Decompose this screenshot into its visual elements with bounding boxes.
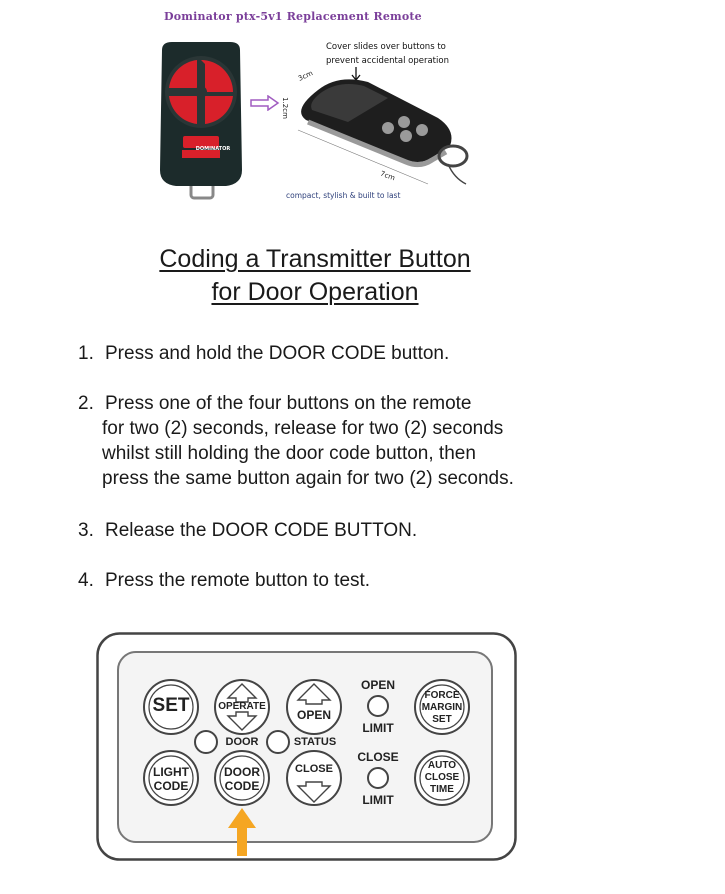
close-limit-sub-label: LIMIT: [362, 793, 394, 807]
door-code-button[interactable]: DOOR CODE: [224, 765, 260, 793]
thickness-dimension: 1.2cm: [280, 97, 289, 119]
open-limit-label: OPEN: [360, 678, 395, 692]
control-panel-outline: [96, 632, 520, 864]
auto-close-time-button[interactable]: AUTO CLOSE TIME: [424, 760, 460, 795]
step-3: 3. Release the DOOR CODE BUTTON.: [78, 520, 418, 541]
step-2: 2. Press one of the four buttons on the remote for two (2) seconds, release for two (2) seconds whilst still holding the door code button, then press the same button again for two (2) seconds.: [78, 393, 514, 489]
page-subtitle: for Door Operation: [211, 278, 419, 306]
step-1: 1. Press and hold the DOOR CODE button.: [78, 343, 450, 364]
status-led-label: STATUS: [293, 736, 337, 748]
product-caption: compact, stylish & built to last: [286, 191, 401, 200]
step-4: 4. Press the remote button to test.: [78, 570, 371, 591]
small-remote-image: [278, 60, 478, 190]
close-button[interactable]: CLOSE: [295, 763, 333, 775]
length-dimension: 7cm: [379, 169, 397, 183]
width-dimension: 3cm: [297, 69, 315, 83]
arrow-right-icon: [250, 95, 280, 111]
opener-control-panel: [96, 632, 520, 868]
set-button[interactable]: SET: [152, 695, 190, 716]
open-button[interactable]: OPEN: [296, 708, 331, 722]
door-led-label: DOOR: [225, 736, 259, 748]
open-limit-sub-label: LIMIT: [362, 721, 394, 735]
product-title: Dominator ptx-5v1 Replacement Remote: [164, 10, 422, 23]
close-limit-label: CLOSE: [357, 750, 399, 764]
large-remote-image: [156, 40, 246, 200]
page-title: Coding a Transmitter Button: [159, 245, 471, 273]
cover-note: Cover slides over buttons to prevent accidental operation: [326, 42, 449, 66]
product-image-strip: [150, 0, 580, 222]
force-margin-set-button[interactable]: FORCE MARGIN SET: [421, 690, 463, 725]
light-code-button[interactable]: LIGHT CODE: [153, 765, 189, 793]
remote-brand-label: DOMINATOR: [195, 146, 231, 152]
operate-button[interactable]: OPERATE: [218, 701, 266, 712]
